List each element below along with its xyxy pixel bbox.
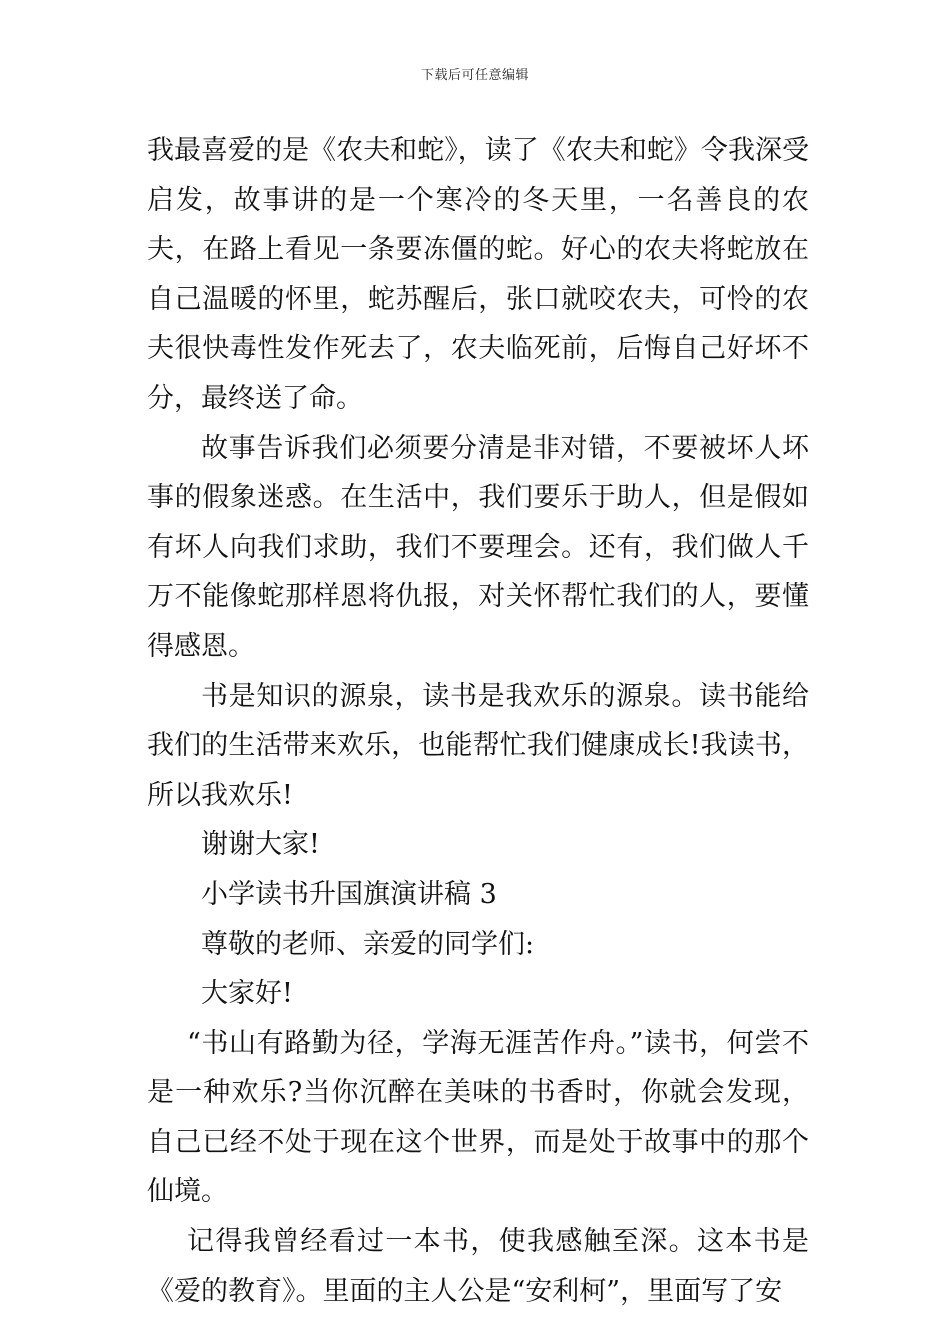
greeting: 大家好!	[201, 978, 293, 1010]
document-body	[147, 126, 809, 1316]
paragraph-quote: “书山有路勤为径，学海无涯苦作舟。”读书，何尝不是一种欢乐?当你沉醉在美味的书香时，你就会发现，自己已经不处于现在这个世界，而是处于故事中的那个仙境。	[147, 1027, 809, 1208]
salutation: 尊敬的老师、亲爱的同学们:	[201, 928, 535, 960]
paragraph-farmer-and-snake: 我最喜爱的是《农夫和蛇》，读了《农夫和蛇》令我深受启发，故事讲的是一个寒冷的冬天里，一名善良的农夫，在路上看见一条要冻僵的蛇。好心的农夫将蛇放在自己温暖的怀里，蛇苏醒后，张口就咬农夫，可怜的农夫很快毒性发作死去了，农夫临死前，后悔自己好坏不分，最终送了命。	[147, 135, 809, 414]
paragraph-story-lesson: 故事告诉我们必须要分清是非对错，不要被坏人坏事的假象迷惑。在生活中，我们要乐于助人，但是假如有坏人向我们求助，我们不要理会。还有，我们做人千万不能像蛇那样恩将仇报，对关怀帮忙我们的人，要懂得感恩。	[147, 432, 809, 662]
header-note: 下载后可任意编辑	[420, 68, 529, 83]
paragraph-books-joy: 书是知识的源泉，读书是我欢乐的源泉。读书能给我们的生活带来欢乐，也能帮忙我们健康成长!我读书，所以我欢乐!	[147, 680, 809, 811]
paragraph-book-memory: 记得我曾经看过一本书，使我感触至深。这本书是《爱的教育》。里面的主人公是“安利柯”，里面写了安	[147, 1226, 809, 1307]
paragraph-thanks: 谢谢大家!	[201, 829, 320, 861]
section-title: 小学读书升国旗演讲稿 3	[201, 878, 497, 910]
